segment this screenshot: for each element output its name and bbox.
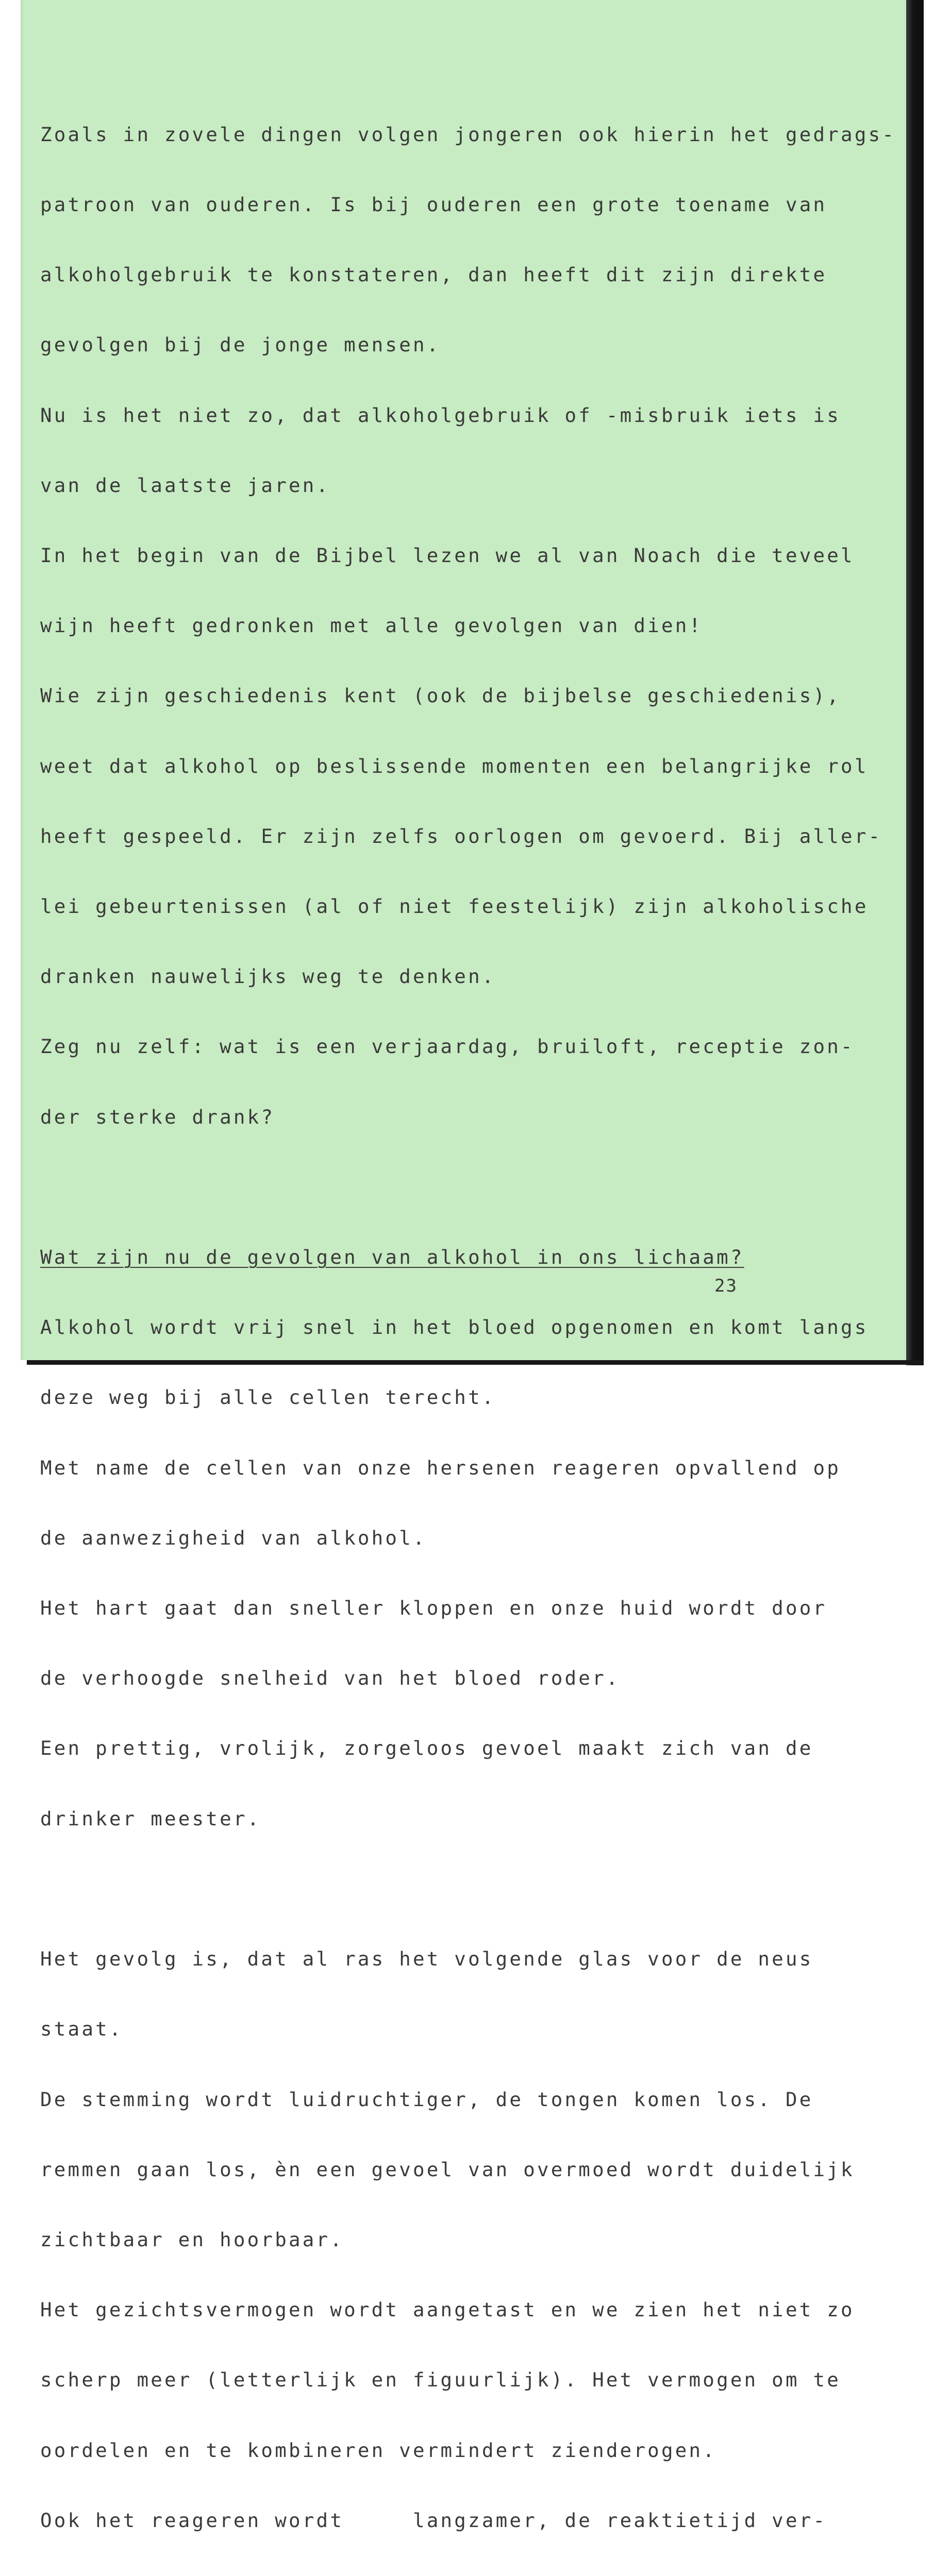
page-left-shadow [21, 0, 24, 1360]
text-line: zichtbaar en hoorbaar. [40, 2228, 344, 2251]
text-line: Ook het reageren wordt langzamer, de reaktietijd ver- [40, 2509, 827, 2532]
text-line: Het gezichtsvermogen wordt aangetast en we zien het niet zo [40, 2298, 855, 2321]
page-number: 23 [714, 1276, 738, 1296]
text-line: heeft gespeeld. Er zijn zelfs oorlogen om gevoerd. Bij aller- [40, 824, 882, 848]
text-line: Een prettig, vrolijk, zorgeloos gevoel maakt zich van de [40, 1737, 813, 1760]
text-line: patroon van ouderen. Is bij ouderen een grote toename van [40, 193, 827, 216]
text-line: weet dat alkohol op beslissende momenten een belangrijke rol [40, 754, 869, 777]
text-line: Zoals in zovele dingen volgen jongeren ook hierin het gedrags- [40, 123, 896, 146]
text-line: Alkohol wordt vrij snel in het bloed opgenomen en komt langs [40, 1316, 869, 1339]
text-line: Het hart gaat dan sneller kloppen en onze huid wordt door [40, 1597, 827, 1620]
text-line: deze weg bij alle cellen terecht. [40, 1386, 496, 1409]
text-line: lei gebeurtenissen (al of niet feestelijk) zijn alkoholische [40, 895, 869, 918]
text-line: oordelen en te kombineren vermindert zienderogen. [40, 2438, 717, 2462]
section-heading-text: Wat zijn nu de gevolgen van alkohol in ons lichaam? [40, 1246, 744, 1269]
text-line: Het gevolg is, dat al ras het volgende glas voor de neus [40, 1947, 813, 1971]
text-line: Wie zijn geschiedenis kent (ook de bijbelse geschiedenis), [40, 684, 841, 707]
text-line: dranken nauwelijks weg te denken. [40, 965, 496, 988]
text-line: wijn heeft gedronken met alle gevolgen van dien! [40, 614, 703, 637]
text-line: staat. [40, 2018, 123, 2041]
text-line: alkoholgebruik te konstateren, dan heeft dit zijn direkte [40, 263, 827, 286]
text-line: remmen gaan los, èn een gevoel van overmoed wordt duidelijk [40, 2158, 855, 2181]
body-text [40, 76, 896, 2576]
text-line: Met name de cellen van onze hersenen reageren opvallend op [40, 1456, 841, 1479]
text-line: Nu is het niet zo, dat alkoholgebruik of -misbruik iets is [40, 403, 841, 427]
text-line: de aanwezigheid van alkohol. [40, 1526, 427, 1549]
page-right-edge [906, 0, 924, 1365]
text-line: De stemming wordt luidruchtiger, de tongen komen los. De [40, 2088, 813, 2111]
text-line: de verhoogde snelheid van het bloed roder. [40, 1667, 620, 1690]
text-line: In het begin van de Bijbel lezen we al van Noach die teveel [40, 544, 855, 567]
text-line: van de laatste jaren. [40, 473, 330, 497]
section-heading [40, 1246, 865, 1269]
blank-line [40, 1877, 865, 1901]
blank-line [40, 1176, 865, 1199]
text-line: scherp meer (letterlijk en figuurlijk). Het vermogen om te [40, 2368, 841, 2392]
text-line: Zeg nu zelf: wat is een verjaardag, bruiloft, receptie zon- [40, 1035, 855, 1058]
text-line: gevolgen bij de jonge mensen. [40, 333, 441, 357]
text-line: der sterke drank? [40, 1105, 275, 1128]
text-line: drinker meester. [40, 1807, 261, 1830]
